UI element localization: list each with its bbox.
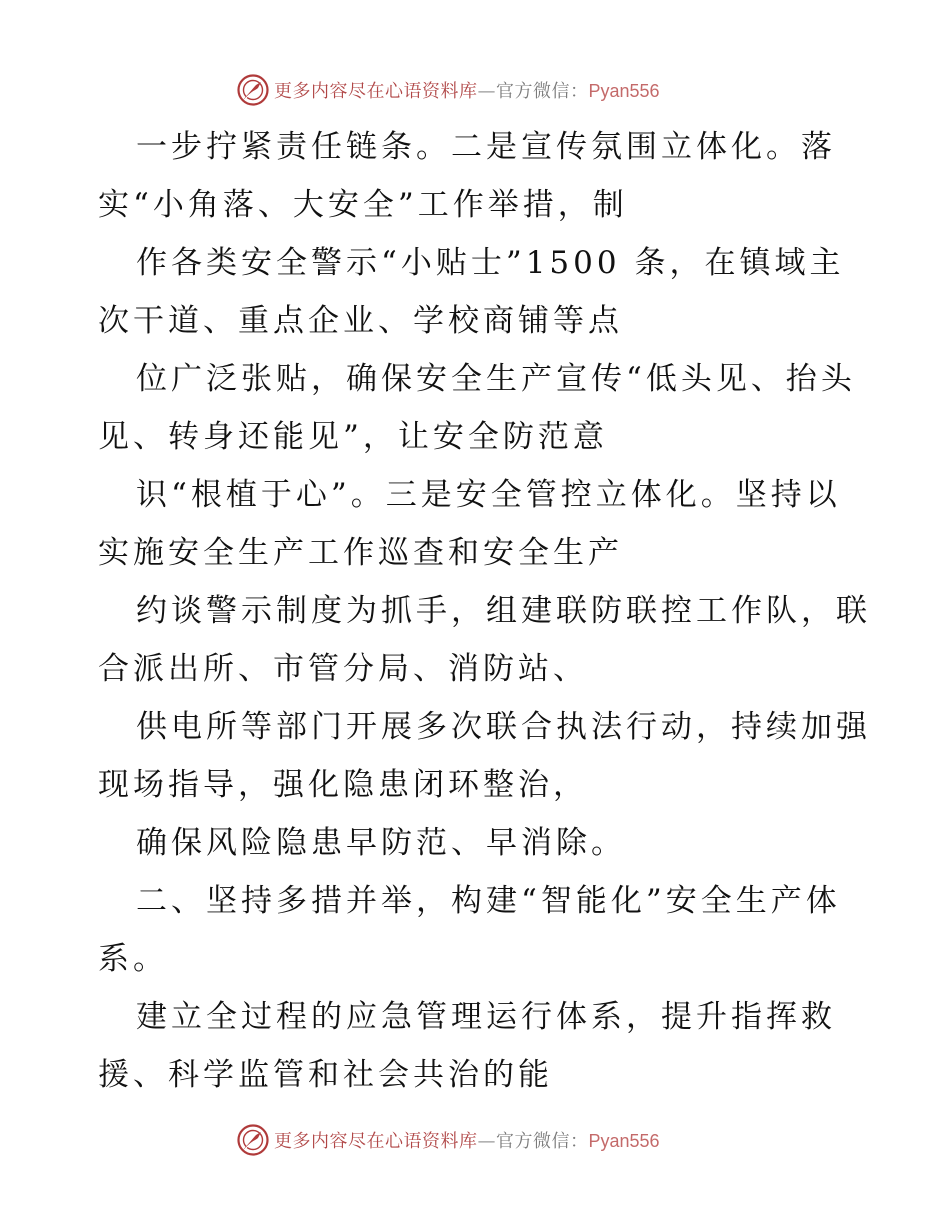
text-line: 实“小角落、大安全”工作举措，制 [98,187,628,223]
footer-site-name: 更多内容尽在心语资料库 [274,1131,478,1152]
header-separator: — [477,81,496,102]
footer-official-label: 官方微信： [496,1131,589,1152]
footer-separator: — [477,1131,496,1152]
quill-logo-icon [236,1123,270,1157]
text-line: 识“根植于心”。三是安全管控立体化。坚持以 [136,477,841,513]
header-watermark-banner [236,73,660,107]
text-line: 位广泛张贴，确保安全生产宣传“低头见、抬头 [136,361,856,397]
text-line: 实施安全生产工作巡查和安全生产 [98,535,623,571]
header-official-label: 官方微信： [496,81,589,102]
text-line: 供电所等部门开展多次联合执法行动，持续加强 [136,709,871,745]
footer-watermark-text [274,1127,660,1153]
footer-watermark-banner [236,1123,660,1157]
section-heading-line: 系。 [98,941,168,977]
text-line: 确保风险隐患早防范、早消除。 [136,825,626,861]
header-watermark-text [274,77,660,103]
text-line: 约谈警示制度为抓手，组建联防联控工作队，联 [136,593,871,629]
section-heading-line: 二、坚持多措并举，构建“智能化”安全生产体 [136,883,841,919]
text-line: 见、转身还能见”，让安全防范意 [98,419,608,455]
text-line: 援、科学监管和社会共治的能 [98,1057,553,1093]
text-line: 次干道、重点企业、学校商铺等点 [98,303,623,339]
document-body [98,118,871,1104]
text-line: 一步拧紧责任链条。二是宣传氛围立体化。落 [136,129,836,165]
header-wechat-handle: Pyan556 [588,81,660,101]
footer-wechat-handle: Pyan556 [588,1131,660,1151]
text-line: 建立全过程的应急管理运行体系，提升指挥救 [136,999,836,1035]
text-line: 现场指导，强化隐患闭环整治， [98,767,588,803]
quill-logo-icon [236,73,270,107]
text-line: 作各类安全警示“小贴士”1500 条，在镇域主 [136,245,845,281]
header-site-name: 更多内容尽在心语资料库 [274,81,478,102]
text-line: 合派出所、市管分局、消防站、 [98,651,588,687]
